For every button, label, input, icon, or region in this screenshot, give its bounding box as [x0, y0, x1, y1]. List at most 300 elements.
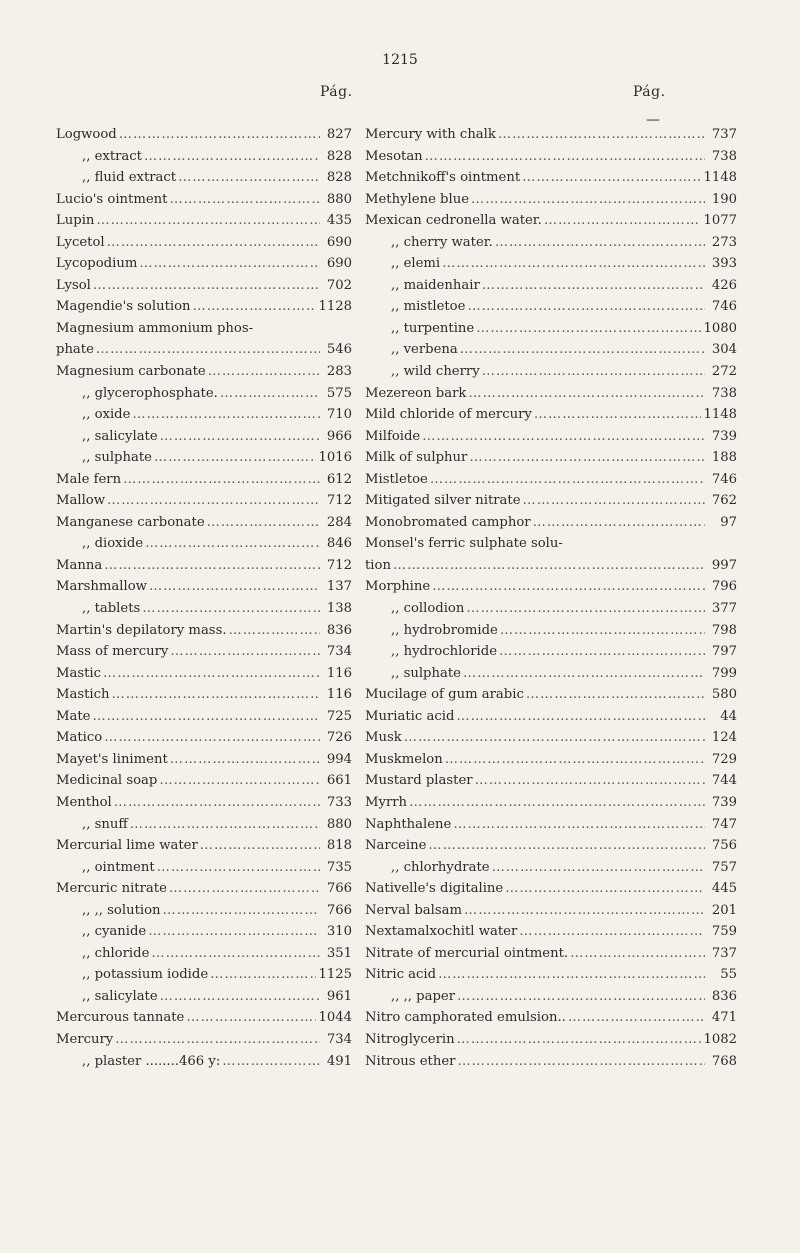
dot-leader [492, 857, 705, 879]
entry-label: Morphine [365, 579, 431, 595]
entry-label: Manna [56, 557, 103, 573]
dot-leader [210, 964, 316, 986]
dot-leader [482, 361, 705, 383]
entry-page-number: 712 [326, 493, 352, 509]
dot-leader [544, 210, 702, 232]
entry-page-number: 818 [326, 838, 352, 854]
index-entry [56, 339, 352, 361]
entry-page-number: 1148 [703, 407, 737, 423]
index-entry [365, 835, 737, 857]
index-entry [365, 383, 737, 405]
entry-page-number: 1082 [703, 1031, 737, 1047]
index-entry [365, 814, 737, 836]
entry-label: ,, snuff [82, 816, 128, 832]
entry-page-number: 116 [326, 665, 352, 681]
entry-page-number: 188 [711, 450, 737, 466]
index-entry [365, 232, 737, 254]
dot-leader [154, 447, 316, 469]
dot-leader [149, 576, 320, 598]
entry-page-number: 273 [711, 234, 737, 250]
entry-page-number: 762 [711, 493, 737, 509]
dot-leader [425, 146, 705, 168]
index-entry [56, 469, 352, 491]
entry-page-number: 1125 [318, 967, 352, 983]
entry-label: Mercurous tannate [56, 1010, 185, 1026]
index-entry [365, 426, 737, 448]
entry-label: Mallow [56, 493, 106, 509]
dot-leader [456, 706, 705, 728]
entry-label: Matico [56, 730, 103, 746]
index-entry [365, 706, 737, 728]
entry-page-number: 797 [711, 644, 737, 660]
entry-page-number: 546 [326, 342, 352, 358]
entry-label: Mercury with chalk [365, 127, 496, 142]
entry-label: Nativelle's digitaline [365, 881, 504, 897]
entry-page-number: 44 [720, 708, 737, 724]
entry-label: phate [56, 342, 94, 358]
index-entry [365, 727, 737, 749]
entry-label: ,, cherry water. [391, 234, 493, 250]
index-entry [365, 512, 737, 534]
dot-leader [119, 124, 320, 146]
index-entry [56, 533, 352, 555]
entry-label: Mesotan [365, 148, 423, 164]
dot-leader [142, 598, 320, 620]
index-entry [56, 1051, 352, 1073]
dot-leader [482, 275, 705, 297]
index-entry [56, 189, 352, 211]
index-entry [56, 964, 352, 986]
dot-leader [229, 620, 320, 642]
entry-page-number: 445 [711, 881, 737, 897]
entry-label: Monsel's ferric sulphate solu- [365, 536, 563, 552]
entry-label: Mercurial lime water [56, 838, 198, 854]
entry-page-number: 759 [711, 924, 737, 940]
entry-page-number: 746 [711, 471, 737, 487]
entry-label: ,, cyanide [82, 924, 147, 940]
dot-leader [104, 555, 320, 577]
entry-label: Mercury [56, 1031, 114, 1047]
index-entry [56, 318, 352, 340]
dot-leader [96, 210, 320, 232]
entry-page-number: 55 [720, 967, 737, 983]
entry-page-number: 1080 [703, 320, 737, 336]
entry-label: Muriatic acid [365, 708, 455, 724]
dot-leader [139, 253, 320, 275]
index-entry [56, 921, 352, 943]
entry-label: ,, mistletoe [391, 299, 466, 315]
entry-page-number: 201 [711, 902, 737, 918]
entry-page-number: 836 [711, 988, 737, 1004]
index-entry [56, 598, 352, 620]
index-entry [56, 727, 352, 749]
dot-leader [534, 404, 702, 426]
entry-page-number: 846 [326, 536, 352, 552]
dot-leader [103, 663, 320, 685]
entry-page-number: 798 [711, 622, 737, 638]
dot-leader [430, 469, 705, 491]
entry-label: Lucio's ointment [56, 191, 168, 207]
entry-page-number: 757 [711, 859, 737, 875]
entry-label: Mercuric nitrate [56, 881, 167, 897]
index-entry [56, 620, 352, 642]
index-entry [365, 1029, 737, 1051]
dot-leader [409, 792, 705, 814]
dot-leader [186, 1007, 316, 1029]
dot-leader [499, 641, 705, 663]
entry-page-number: 747 [711, 816, 737, 832]
entry-page-number: 828 [326, 170, 352, 186]
index-entry [365, 1007, 737, 1029]
dot-leader [96, 339, 320, 361]
entry-page-number: 393 [711, 256, 737, 272]
index-entry [365, 253, 737, 275]
dot-leader [526, 684, 705, 706]
dot-leader [115, 1029, 320, 1051]
entry-label: Milk of sulphur [365, 450, 468, 466]
dot-leader [457, 986, 705, 1008]
entry-label: Mucilage of gum arabic [365, 687, 524, 703]
dot-leader [457, 1051, 705, 1073]
entry-page-number: 738 [711, 385, 737, 401]
entry-label: Musk [365, 730, 402, 746]
index-column-right [365, 124, 737, 1072]
dot-leader [438, 964, 705, 986]
entry-label: ,, oxide [82, 407, 131, 423]
entry-page-number: 768 [711, 1053, 737, 1069]
dot-leader [568, 1007, 705, 1029]
column-heading-right: Pág. [633, 84, 666, 100]
index-entry [365, 146, 737, 168]
entry-page-number: 880 [326, 191, 352, 207]
index-entry [365, 576, 737, 598]
dot-leader [93, 275, 320, 297]
entry-page-number: 796 [711, 579, 737, 595]
index-entry [56, 426, 352, 448]
entry-label: ,, sulphate [391, 665, 461, 681]
entry-label: ,, salicylate [82, 428, 158, 444]
entry-label: Magnesium ammonium phos- [56, 320, 254, 336]
dot-leader [151, 943, 320, 965]
entry-label: ,, ointment [82, 859, 155, 875]
entry-label: Marshmallow [56, 579, 147, 595]
index-entry [56, 555, 352, 577]
index-entry [365, 1051, 737, 1073]
index-entry [56, 490, 352, 512]
dot-leader [519, 921, 705, 943]
entry-label: ,, collodion [391, 601, 465, 617]
index-entry [56, 749, 352, 771]
entry-label: Mass of mercury [56, 644, 169, 660]
entry-label: Naphthalene [365, 816, 452, 832]
index-entry [365, 469, 737, 491]
dot-leader [157, 857, 320, 879]
entry-page-number: 712 [326, 557, 352, 573]
index-entry [56, 253, 352, 275]
dot-leader [570, 943, 705, 965]
dot-leader [471, 189, 705, 211]
entry-page-number: 766 [326, 902, 352, 918]
dot-leader [104, 727, 320, 749]
index-entry [56, 1029, 352, 1051]
entry-label: Lycetol [56, 234, 105, 250]
dot-leader [170, 749, 320, 771]
entry-page-number: 739 [711, 428, 737, 444]
entry-page-number: 739 [711, 794, 737, 810]
entry-page-number: 880 [326, 816, 352, 832]
dot-leader [200, 835, 320, 857]
dot-leader [467, 296, 705, 318]
entry-label: ,, chlorhydrate [391, 859, 490, 875]
entry-page-number: 737 [711, 127, 737, 142]
entry-page-number: 729 [711, 751, 737, 767]
dot-leader [145, 533, 320, 555]
entry-page-number: 961 [326, 988, 352, 1004]
entry-label: Muskmelon [365, 751, 443, 767]
entry-page-number: 351 [326, 945, 352, 961]
index-entry [56, 296, 352, 318]
dot-leader [432, 576, 705, 598]
dot-leader [207, 512, 320, 534]
entry-page-number: 756 [711, 838, 737, 854]
entry-label: Magendie's solution [56, 299, 191, 315]
index-entry [365, 792, 737, 814]
dot-leader [505, 878, 705, 900]
entry-page-number: 137 [326, 579, 352, 595]
heading-dash-right: — [646, 112, 660, 128]
dot-leader [107, 490, 320, 512]
page-number: 1215 [382, 52, 418, 68]
entry-label: Mastic [56, 665, 102, 681]
index-entry [56, 878, 352, 900]
dot-leader [442, 253, 705, 275]
dot-leader [222, 1051, 320, 1073]
entry-label: ,, ,, solution [82, 902, 161, 918]
index-entry [56, 576, 352, 598]
entry-page-number: 710 [326, 407, 352, 423]
entry-label: Logwood [56, 127, 117, 142]
entry-page-number: 994 [326, 751, 352, 767]
index-entry [365, 555, 737, 577]
dot-leader [144, 146, 320, 168]
index-entry [56, 167, 352, 189]
entry-page-number: 116 [326, 687, 352, 703]
entry-label: Monobromated camphor [365, 514, 531, 530]
index-entry [365, 318, 737, 340]
entry-page-number: 836 [326, 622, 352, 638]
entry-page-number: 612 [326, 471, 352, 487]
entry-label: Lycopodium [56, 256, 138, 272]
index-entry [365, 533, 737, 555]
entry-label: Milfoide [365, 428, 421, 444]
entry-label: ,, potassium iodide [82, 967, 209, 983]
entry-page-number: 491 [326, 1053, 352, 1069]
index-entry [365, 189, 737, 211]
entry-page-number: 744 [711, 773, 737, 789]
index-entry [56, 124, 352, 146]
dot-leader [476, 318, 701, 340]
entry-label: Mezereon bark [365, 385, 467, 401]
entry-label: Myrrh [365, 794, 408, 810]
index-entry [56, 383, 352, 405]
dot-leader [114, 792, 320, 814]
dot-leader [208, 361, 320, 383]
entry-label: Nitrate of mercurial ointment. [365, 945, 569, 961]
index-entry [365, 124, 737, 146]
dot-leader [159, 770, 320, 792]
entry-page-number: 1077 [703, 213, 737, 229]
entry-label: ,, maidenhair [391, 277, 480, 293]
dot-leader [428, 835, 705, 857]
index-entry [365, 490, 737, 512]
entry-label: Mild chloride of mercury [365, 407, 532, 423]
entry-page-number: 97 [720, 514, 737, 530]
column-heading-left: Pág. [320, 84, 353, 100]
index-entry [365, 361, 737, 383]
entry-page-number: 304 [711, 342, 737, 358]
entry-label: Metchnikoff's ointment [365, 170, 521, 186]
entry-page-number: 734 [326, 1031, 352, 1047]
dot-leader [393, 555, 705, 577]
entry-page-number: 702 [326, 277, 352, 293]
dot-leader [193, 296, 317, 318]
index-entry [365, 339, 737, 361]
index-entry [365, 404, 737, 426]
entry-label: Lupin [56, 213, 95, 229]
entry-page-number: 1044 [318, 1010, 352, 1026]
dot-leader [457, 1029, 702, 1051]
entry-label: Mustard plaster [365, 773, 473, 789]
entry-label: ,, extract [82, 148, 142, 164]
index-entry [56, 770, 352, 792]
entry-label: Nitrous ether [365, 1053, 456, 1069]
entry-page-number: 735 [326, 859, 352, 875]
entry-page-number: 737 [711, 945, 737, 961]
entry-label: Mate [56, 708, 91, 724]
dot-leader [169, 189, 320, 211]
entry-page-number: 272 [711, 364, 737, 380]
entry-page-number: 283 [326, 364, 352, 380]
index-entry [365, 210, 737, 232]
dot-leader [463, 663, 705, 685]
index-entry [365, 857, 737, 879]
dot-leader [523, 490, 705, 512]
index-entry [56, 900, 352, 922]
entry-page-number: 426 [711, 277, 737, 293]
entry-page-number: 1128 [318, 299, 352, 315]
entry-label: Nerval balsam [365, 902, 463, 918]
dot-leader [160, 986, 320, 1008]
index-entry [56, 814, 352, 836]
entry-label: Mitigated silver nitrate [365, 493, 521, 509]
entry-page-number: 377 [711, 601, 737, 617]
entry-label: Nitro camphorated emulsion.. [365, 1010, 566, 1026]
entry-label: ,, tablets [82, 601, 141, 617]
entry-page-number: 661 [326, 773, 352, 789]
entry-page-number: 746 [711, 299, 737, 315]
entry-label: Methylene blue [365, 191, 470, 207]
entry-page-number: 435 [326, 213, 352, 229]
dot-leader [123, 469, 320, 491]
dot-leader [220, 383, 320, 405]
index-entry [365, 770, 737, 792]
index-entry [365, 964, 737, 986]
entry-page-number: 138 [326, 601, 352, 617]
entry-label: ,, chloride [82, 945, 150, 961]
dot-leader [178, 167, 320, 189]
dot-leader [445, 749, 705, 771]
dot-leader [498, 124, 705, 146]
entry-page-number: 575 [326, 385, 352, 401]
index-entry [56, 641, 352, 663]
entry-page-number: 828 [326, 148, 352, 164]
dot-leader [422, 426, 705, 448]
entry-label: Nextamalxochitl water [365, 924, 518, 940]
index-entry [56, 232, 352, 254]
entry-page-number: 580 [711, 687, 737, 703]
dot-leader [169, 878, 320, 900]
entry-page-number: 471 [711, 1010, 737, 1026]
index-entry [365, 986, 737, 1008]
dot-leader [453, 814, 705, 836]
entry-label: Menthol [56, 794, 112, 810]
entry-page-number: 725 [326, 708, 352, 724]
entry-label: Mayet's liniment [56, 751, 168, 767]
entry-label: ,, salicylate [82, 988, 158, 1004]
entry-label: ,, sulphate [82, 450, 152, 466]
entry-page-number: 726 [326, 730, 352, 746]
index-entry [365, 749, 737, 771]
entry-label: Mexican cedronella water. [365, 213, 542, 229]
index-entry [365, 296, 737, 318]
index-entry [56, 1007, 352, 1029]
index-entry [365, 447, 737, 469]
dot-leader [92, 706, 320, 728]
dot-leader [107, 232, 320, 254]
entry-label: ,, turpentine [391, 320, 475, 336]
index-entry [56, 361, 352, 383]
entry-label: ,, verbena [391, 342, 458, 358]
entry-page-number: 734 [326, 644, 352, 660]
dot-leader [500, 620, 705, 642]
index-entry [56, 146, 352, 168]
index-entry [56, 986, 352, 1008]
index-entry [365, 900, 737, 922]
index-entry [365, 943, 737, 965]
entry-page-number: 284 [326, 514, 352, 530]
index-entry [365, 641, 737, 663]
entry-label: ,, plaster ........466 y: [82, 1053, 221, 1069]
dot-leader [469, 447, 705, 469]
entry-page-number: 310 [326, 924, 352, 940]
dot-leader [112, 684, 320, 706]
index-entry [365, 275, 737, 297]
entry-page-number: 190 [711, 191, 737, 207]
dot-leader [475, 770, 705, 792]
entry-label: Mistletoe [365, 471, 428, 487]
entry-label: Manganese carbonate [56, 514, 205, 530]
index-entry [56, 706, 352, 728]
entry-page-number: 690 [326, 256, 352, 272]
entry-label: Medicinal soap [56, 773, 158, 789]
index-entry [56, 275, 352, 297]
entry-label: ,, elemi [391, 256, 441, 272]
index-entry [365, 167, 737, 189]
dot-leader [404, 727, 705, 749]
index-column-left [56, 124, 352, 1072]
entry-label: ,, dioxide [82, 536, 144, 552]
dot-leader [533, 512, 705, 534]
